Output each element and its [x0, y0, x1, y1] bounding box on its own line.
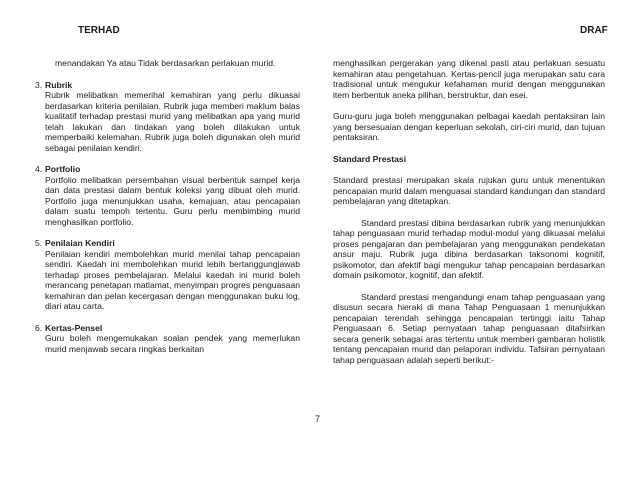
- right-column: [333, 58, 605, 376]
- paragraph-kaedah-lain: Guru-guru juga boleh menggunakan pelbagai kaedah pentaksiran lain yang bersesuaian dengan keperluan sekolah, ciri-ciri murid, dan tujuan pentaksiran.: [333, 111, 605, 142]
- intro-paragraph: menandakan Ya atau Tidak berdasarkan perlakuan murid.: [55, 58, 276, 68]
- header-left-label: TERHAD: [78, 25, 120, 36]
- paragraph-standard-prestasi-intro: Standard prestasi merupakan skala rujukan guru untuk menentukan pencapaian murid dalam menguasai standard kandungan dan standard pembelajaran yang ditetapkan.: [333, 175, 605, 206]
- item-penilaian-kendiri: [35, 238, 300, 312]
- page-number: 7: [315, 414, 321, 424]
- item-rubrik: [35, 80, 300, 154]
- section-heading: Standard Prestasi: [333, 153, 407, 164]
- item-body: Penilaian kendiri membolehkan murid menilai tahap pencapaian sendiri. Kaedah ini membolehkan murid lebih bertanggungjawab terhadap proses pembelajaran. Melalui kaedah ini murid boleh merancang penetapan matlamat, menyimpan progres penguasaan kemahiran dan pelan kecergasan dengan menggunakan buku log, diari atau carta.: [45, 248, 300, 311]
- item-number: 4.: [35, 164, 43, 174]
- item-body: Rubrik melibatkan memerihal kemahiran yang perlu dikuasai berdasarkan kriteria penilaian. Rubrik juga memberi maklum balas kualitatif terhadap prestasi murid yang melibatkan apa yang murid telah lakukan dan tindakan yang boleh dilakukan untuk memperbaiki kelemahan. Rubrik juga boleh digunakan oleh murid sebagai penilaian kendiri.: [45, 90, 300, 153]
- item-body: Guru boleh mengemukakan soalan pendek yang memerlukan murid menjawab secara ringkas berkaitan: [45, 333, 300, 354]
- item-number: 6.: [35, 322, 43, 333]
- item-number: 3.: [35, 79, 43, 90]
- paragraph-standard-prestasi-rubrik: Standard prestasi dibina berdasarkan rubrik yang menunjukkan tahap penguasaan murid terhadap modul-modul yang dikuasai melalui proses pengajaran dan pembelajaran yang menggunakan pendekatan ansur maju. Rubrik juga dibina berdasarkan taksonomi kognitif, psikomotor, dan afektif bagi mengukur tahap pencapaian berdasarkan domain psikomotor, kognitif, dan afektif.: [333, 217, 605, 280]
- header-right-label: DRAF: [580, 25, 608, 36]
- item-kertas-pensel: [35, 323, 300, 355]
- item-body: Portfolio melibatkan persembahan visual berbentuk sampel kerja dan data prestasi dalam bentuk koleksi yang dibuat oleh murid. Portfolio juga menunjukkan usaha, kemajuan, atau pencapaian dalam suatu tempoh tertentu. Guru perlu membimbing murid menghasilkan portfolio.: [45, 174, 300, 227]
- item-portfolio: [35, 164, 300, 227]
- paragraph-kertas-pensel-cont: menghasilkan pergerakan yang dikenal pasti atau perlakuan sesuatu kemahiran atau pengetahuan. Kertas-pencil juga merupakan satu cara tradisional untuk mengukur kefahaman murid dengan menggunakan item berbentuk aneka pilihan, berstruktur, dan esei.: [333, 58, 605, 100]
- item-heading: Penilaian Kendiri: [45, 238, 115, 248]
- item-heading: Portfolio: [45, 164, 81, 174]
- paragraph-tahap-penguasaan: Standard prestasi mengandungi enam tahap penguasaan yang disusun secara hieraki di mana Tahap Penguasaan 1 menunjukkan pencapaian terendah sehingga pencapaian tertinggi iaitu Tahap Penguasaan 6. Setiap pernyataan tahap penguasaan ditafsirkan secara generik sebagai aras tertentu untuk memberi gambaran holistik tentang pencapaian murid dan pelaporan individu. Tafsiran pernyataan tahap penguasaan adalah seperti berikut:-: [333, 291, 605, 365]
- left-column: [35, 58, 300, 365]
- item-number: 5.: [35, 238, 43, 248]
- item-heading: Rubrik: [45, 79, 73, 90]
- item-heading: Kertas-Pensel: [45, 322, 103, 333]
